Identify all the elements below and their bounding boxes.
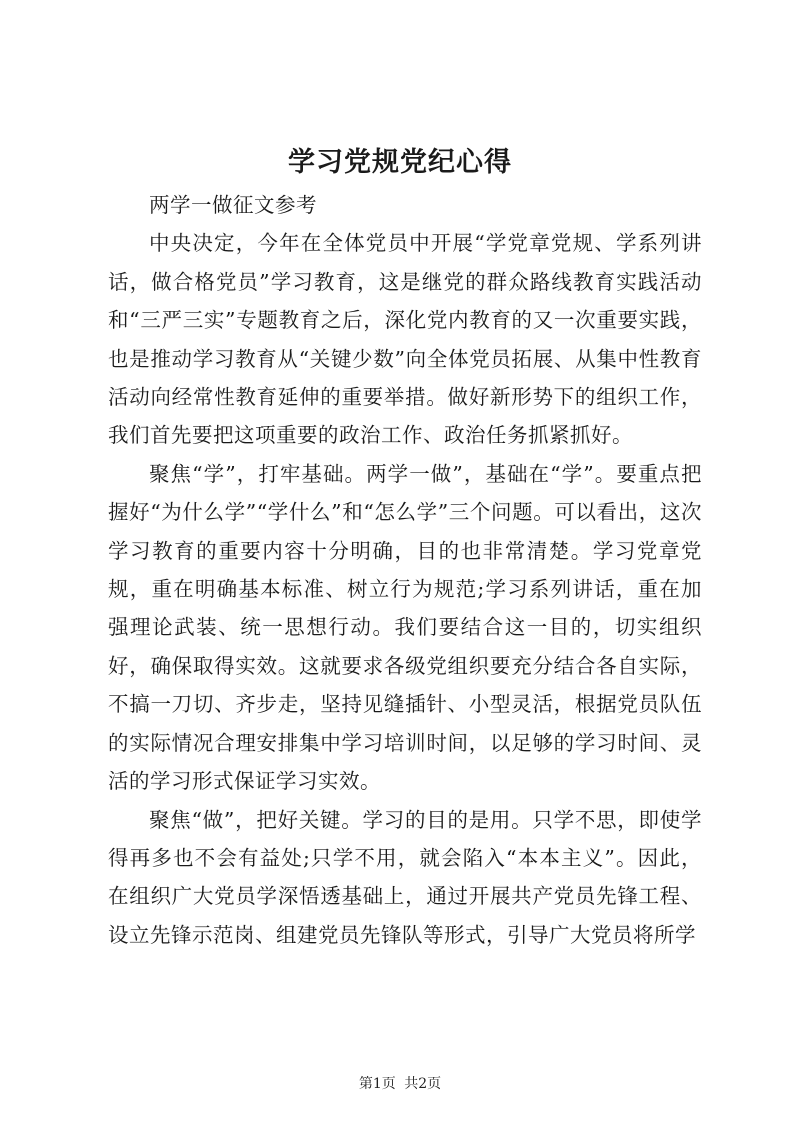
page-total: 共2页 [404,1076,442,1092]
page-footer [0,1073,800,1093]
paragraph: 中央决定，今年在全体党员中开展“学党章党规、学系列讲话，做合格党员”学习教育，这是继党的群众路线教育实践活动和“三严三实”专题教育之后，深化党内教育的又一次重要实践，也是推动学习教育从“关键少数”向全体党员拓展、从集中性教育活动向经常性教育延伸的重要举措。做好新形势下的组织工作，我们首先要把这项重要的政治工作、政治任务抓紧抓好。 [108,231,702,448]
document-title: 学习党规党纪心得 [288,147,512,178]
paragraph-subtitle: 两学一做征文参考 [149,193,317,217]
paragraph: 聚焦“做”，把好关键。学习的目的是用。只学不思，即使学得再多也不会有益处;只学不用，就会陷入“本本主义”。因此，在组织广大党员学深悟透基础上，通过开展共产党员先锋工程、设立先锋示范岗、组建党员先锋队等形式，引导广大党员将所学 [108,807,702,947]
document-body [108,186,702,954]
page-number: 第1页 [358,1076,396,1092]
paragraph: 聚焦“学”，打牢基础。两学一做”，基础在“学”。要重点把握好“为什么学”“学什么”和“怎么学”三个问题。可以看出，这次学习教育的重要内容十分明确，目的也非常清楚。学习党章党规，重在明确基本标准、树立行为规范;学习系列讲话，重在加强理论武装、统一思想行动。我们要结合这一目的，切实组织好，确保取得实效。这就要求各级党组织要充分结合各自实际，不搞一刀切、齐步走，坚持见缝插针、小型灵活，根据党员队伍的实际情况合理安排集中学习培训时间，以足够的学习时间、灵活的学习形式保证学习实效。 [108,461,702,794]
